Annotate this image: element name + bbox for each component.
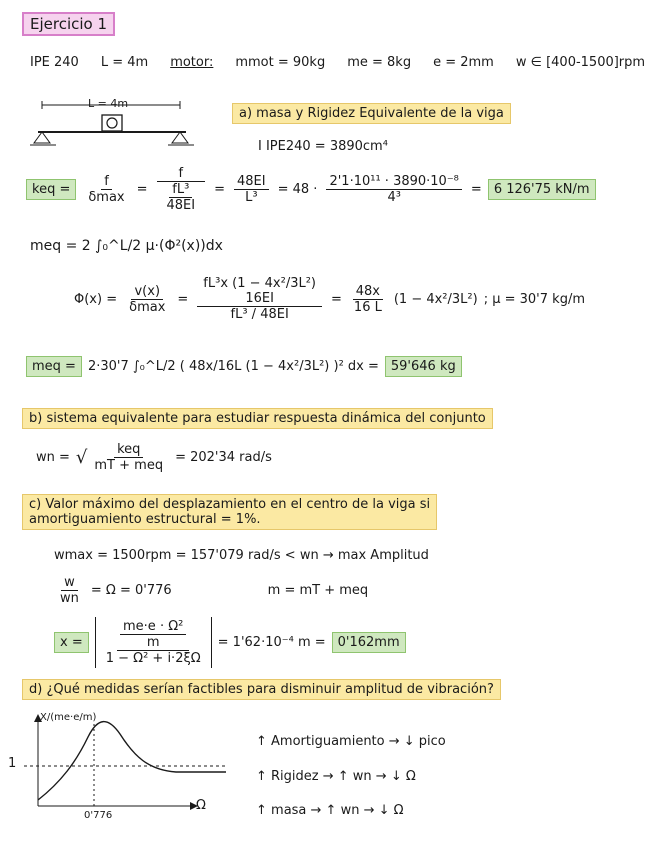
- eccentric-mass: me = 8kg: [347, 55, 412, 70]
- keq-frac-3: $\frac{48EI}{\text{L³}}$: [234, 174, 269, 205]
- wn-row: wn = √ $\frac{\text{keq}}{\text{mT + meq}}$ = 202'34 rad/s: [36, 442, 272, 473]
- keq-result: 6 126'75 kN/m: [488, 179, 596, 200]
- graph-tick-label: 0'776: [84, 810, 113, 821]
- graph-xlabel: Ω: [196, 798, 206, 813]
- inertia: I IPE240 = 3890cm⁴: [258, 139, 388, 154]
- omega-row: $\frac{w}{wn}$ = Ω = 0'776 m = mT + meq: [60, 575, 369, 606]
- wmax-line: wmax = 1500rpm = 157'079 rad/s < wn → max Amplitud: [54, 548, 429, 563]
- beam-length-label: L = 4m: [88, 97, 129, 110]
- motor-label: motor:: [170, 55, 214, 70]
- page-title: Ejercicio 1: [22, 12, 115, 36]
- section-c-heading: c) Valor máximo del desplazamiento en el centro de la viga si amortiguamiento estructural = 1%.: [22, 494, 437, 530]
- section-b-heading: b) sistema equivalente para estudiar respuesta dinámica del conjunto: [22, 408, 493, 429]
- measure-1: ↑ Amortiguamiento → ↓ pico: [256, 734, 446, 749]
- phi-big-frac: fL³x (1 − 4x²/3L²) 16EI fL³ / 48EI: [197, 276, 322, 322]
- profile: IPE 240: [30, 55, 79, 70]
- keq-row: keq = $\frac{f}{\delta\max}$ = $\frac{f}{\frac{\text{fL³}}{48EI}}$ = $\frac{48EI}{\text{L³}}$ = 48 · $\frac{\text{2'1·10¹¹ · 3890·10⁻⁸}}{\text{4³}}$ = 6 126'75 kN/m: [26, 166, 596, 213]
- wn-result: = 202'34 rad/s: [175, 450, 272, 465]
- mu-value: ; μ = 30'7 kg/m: [483, 291, 585, 307]
- response-graph: [16, 712, 241, 822]
- speed-range: w ∈ [400-1500]rpm: [515, 55, 646, 70]
- section-a-heading: a) masa y Rigidez Equivalente de la viga: [232, 103, 511, 124]
- meq-integral: meq = 2 ∫₀^L/2 μ·(Φ²(x))dx: [30, 238, 223, 254]
- x-row: x = $\frac{\frac{\text{me·e · Ω²}}{m}}{\text{1 − Ω² + i·2ξΩ}}$ = 1'62·10⁻⁴ m = 0'162mm: [54, 617, 406, 668]
- keq-label: keq =: [26, 179, 76, 200]
- length: L = 4m: [100, 55, 149, 70]
- x-result: 0'162mm: [332, 632, 406, 653]
- x-label: x =: [54, 632, 89, 653]
- keq-frac-2: $\frac{f}{\frac{\text{fL³}}{48EI}}$: [157, 166, 206, 213]
- given-data: [30, 55, 645, 70]
- phi-row: Φ(x) = $\frac{v(x)}{\delta\max}$ = fL³x (1 − 4x²/3L²) 16EI fL³ / 48EI = $\frac{48x}{16 L}$ (1 − 4x²/3L²) ; μ = 30'7 kg/m: [74, 276, 585, 322]
- graph-ylabel: X/(me·e/m): [40, 712, 97, 723]
- motor-mass: mmot = 90kg: [235, 55, 326, 70]
- section-d-heading: d) ¿Qué medidas serían factibles para disminuir amplitud de vibración?: [22, 679, 501, 700]
- measure-3: ↑ masa → ↑ wn → ↓ Ω: [256, 803, 404, 818]
- meq-result: 59'646 kg: [385, 356, 462, 377]
- graph-one-label: 1: [8, 756, 17, 771]
- eccentricity: e = 2mm: [433, 55, 494, 70]
- meq-expr: 2·30'7 ∫₀^L/2 ( 48x/16L (1 − 4x²/3L²) )² dx =: [87, 359, 379, 374]
- keq-frac-4: $\frac{\text{2'1·10¹¹ · 3890·10⁻⁸}}{\text{4³}}$: [326, 174, 461, 205]
- keq-frac-1: $\frac{f}{\delta\max}$: [88, 174, 125, 205]
- meq-row: [26, 356, 462, 377]
- measure-2: ↑ Rigidez → ↑ wn → ↓ Ω: [256, 769, 416, 784]
- meq-label: meq =: [26, 356, 82, 377]
